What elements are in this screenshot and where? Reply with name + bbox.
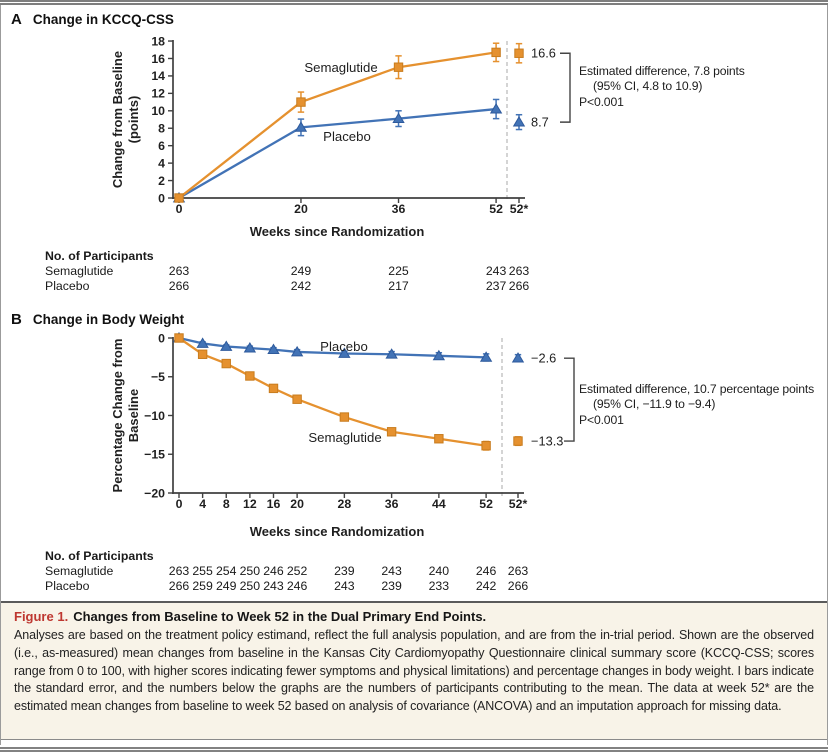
data-point-marker	[222, 359, 230, 367]
y-tick-label: −5	[150, 370, 165, 385]
participant-count: 242	[475, 579, 497, 593]
participant-count: 255	[192, 564, 213, 578]
participants-row	[1, 264, 827, 279]
participant-count: 263	[168, 564, 190, 578]
participant-count: 250	[239, 564, 261, 578]
participants-title: No. of Participants	[45, 249, 154, 263]
participant-counts	[1, 579, 827, 594]
x-tick-label: 16	[266, 497, 281, 511]
data-point-marker	[513, 353, 524, 362]
x-tick-label: 4	[199, 497, 207, 511]
data-point-marker	[482, 442, 490, 450]
x-tick-label: 12	[243, 497, 257, 511]
participant-count: 243	[263, 579, 284, 593]
data-point-marker	[514, 437, 522, 445]
participant-count: 266	[507, 579, 529, 593]
participant-counts	[1, 564, 827, 579]
participants-row-label: Placebo	[45, 279, 90, 293]
participant-count: 266	[168, 279, 190, 293]
series-label: Semaglutide	[308, 430, 382, 445]
participants-row-label: Semaglutide	[45, 264, 114, 278]
annotation-line: P<0.001	[579, 94, 624, 109]
participant-count: 266	[508, 279, 530, 293]
end-value-label: 8.7	[531, 114, 549, 130]
panel-a	[1, 5, 827, 305]
x-axis-title: Weeks since Randomization	[249, 224, 425, 239]
y-tick-label: 12	[151, 86, 165, 101]
annotation-line: (95% CI, −11.9 to −9.4)	[593, 397, 716, 412]
y-tick-label: 16	[151, 51, 165, 66]
end-value-label: −13.3	[531, 433, 564, 449]
caption-heading	[14, 609, 814, 624]
participant-count: 249	[290, 264, 312, 278]
x-tick-label: 36	[391, 202, 406, 216]
x-tick-label: 20	[294, 202, 308, 216]
y-axis-title: (points)	[126, 95, 141, 144]
x-tick-label: 0	[175, 202, 183, 216]
y-axis-title: Change from Baseline	[110, 50, 125, 189]
participant-count: 240	[428, 564, 450, 578]
panel-a-participants	[1, 249, 827, 297]
participant-count: 263	[507, 564, 529, 578]
figure-number-label: Figure 1.	[14, 609, 69, 624]
x-tick-label: 52	[479, 497, 493, 511]
figure-caption	[1, 601, 827, 740]
participant-count: 249	[215, 579, 237, 593]
y-tick-label: −20	[144, 486, 165, 501]
caption-title: Changes from Baseline to Week 52 in the Dual Primary End Points.	[73, 609, 487, 624]
participant-count: 239	[381, 579, 402, 593]
panel-title-text: Change in KCCQ-CSS	[32, 12, 174, 27]
caption-body: Analyses are based on the treatment policy estimand, reflect the full analysis population, and are from the in-trial period. Shown are the observed (i.e., as-measured) mean changes from baseline in the Kansas City Cardiomyopathy Questionnaire clinical summary score (KCCQ-CSS; scores range from 0 to 100, with higher scores indicating fewer symptoms and physical limitations) and percentage changes in body weight. I bars indicate the standard error, and the numbers below the graphs are the numbers of participants contributing to the mean. The data at week 52* are the estimated mean changes from baseline to week 52 based on analysis of covariance (ANCOVA) and an imputation approach for missing data.	[14, 628, 814, 713]
y-tick-label: 0	[158, 331, 165, 346]
data-point-marker	[514, 117, 525, 126]
panel-b-participants	[1, 549, 827, 597]
y-tick-label: 14	[151, 69, 165, 84]
data-point-marker	[492, 48, 500, 56]
x-tick-label: 52	[489, 202, 503, 216]
participant-count: 266	[168, 579, 190, 593]
participant-count: 246	[286, 579, 308, 593]
y-tick-label: −10	[144, 408, 165, 423]
x-tick-label: 52*	[509, 202, 529, 216]
data-point-marker	[293, 395, 301, 403]
participants-row	[1, 564, 827, 579]
participant-count: 246	[263, 564, 284, 578]
panel-letter: B	[11, 311, 22, 328]
participant-count: 252	[286, 564, 308, 578]
participant-count: 233	[428, 579, 450, 593]
y-tick-label: 2	[158, 173, 165, 188]
panel-b	[1, 305, 827, 601]
annotation-line: Estimated difference, 7.8 points	[579, 64, 745, 78]
y-tick-label: 18	[151, 34, 165, 49]
x-tick-label: 20	[290, 497, 304, 511]
y-tick-label: −15	[144, 447, 165, 462]
y-axis-title: Percentage Change from	[110, 338, 125, 493]
annotation-line: P<0.001	[579, 412, 624, 427]
participant-count: 254	[215, 564, 237, 578]
participants-row	[1, 579, 827, 594]
frame-bottom-rule	[0, 745, 828, 752]
panel-letter: A	[11, 11, 22, 28]
participants-row-label: Semaglutide	[45, 564, 114, 578]
participant-counts	[1, 279, 827, 294]
estimated-difference-annotation	[579, 64, 745, 110]
participant-count: 242	[290, 279, 312, 293]
participant-count: 263	[168, 264, 190, 278]
x-tick-label: 8	[222, 497, 230, 511]
data-point-marker	[387, 428, 395, 436]
y-axis-title: Baseline	[126, 388, 141, 443]
annotation-line: Estimated difference, 10.7 percentage points	[579, 382, 815, 396]
x-tick-label: 0	[175, 497, 183, 511]
series-label: Semaglutide	[304, 60, 378, 75]
participant-count: 250	[239, 579, 261, 593]
participant-count: 243	[381, 564, 402, 578]
participant-count: 243	[485, 264, 507, 278]
y-tick-label: 0	[158, 191, 165, 206]
panel-title-text: Change in Body Weight	[32, 312, 185, 327]
x-tick-label: 44	[432, 497, 446, 511]
x-axis-title: Weeks since Randomization	[249, 524, 425, 539]
participant-count: 237	[485, 279, 507, 293]
participant-count: 263	[508, 264, 530, 278]
participant-counts	[1, 264, 827, 279]
participant-count: 239	[334, 564, 355, 578]
annotation-line: (95% CI, 4.8 to 10.9)	[593, 79, 703, 94]
y-tick-label: 8	[158, 121, 165, 136]
data-point-marker	[175, 334, 183, 342]
participants-row	[1, 279, 827, 294]
participant-count: 246	[475, 564, 497, 578]
participant-count: 243	[334, 579, 355, 593]
data-point-marker	[246, 372, 254, 380]
data-point-marker	[435, 435, 443, 443]
participant-count: 259	[192, 579, 213, 593]
end-value-label: 16.6	[531, 45, 556, 61]
data-point-marker	[175, 194, 183, 202]
x-tick-label: 28	[337, 497, 352, 511]
series-line-placebo	[179, 109, 496, 198]
data-point-marker	[340, 413, 348, 421]
data-point-marker	[269, 384, 277, 392]
figure-body	[0, 5, 828, 745]
participant-count: 217	[388, 279, 409, 293]
data-point-marker	[297, 98, 305, 106]
data-point-marker	[515, 49, 523, 57]
series-label: Placebo	[320, 339, 368, 354]
participants-row-label: Placebo	[45, 579, 90, 593]
data-point-marker	[198, 350, 206, 358]
series-label: Placebo	[323, 129, 371, 144]
y-tick-label: 6	[158, 138, 165, 153]
participant-count: 225	[388, 264, 409, 278]
difference-bracket	[560, 53, 570, 122]
x-tick-label: 36	[384, 497, 399, 511]
estimated-difference-annotation	[579, 382, 814, 428]
y-tick-label: 10	[151, 104, 165, 119]
difference-bracket	[564, 358, 574, 441]
data-point-marker	[394, 63, 402, 71]
y-tick-label: 4	[158, 156, 165, 171]
end-value-label: −2.6	[531, 350, 557, 366]
x-tick-label: 52*	[508, 497, 528, 511]
participants-title: No. of Participants	[45, 549, 154, 563]
